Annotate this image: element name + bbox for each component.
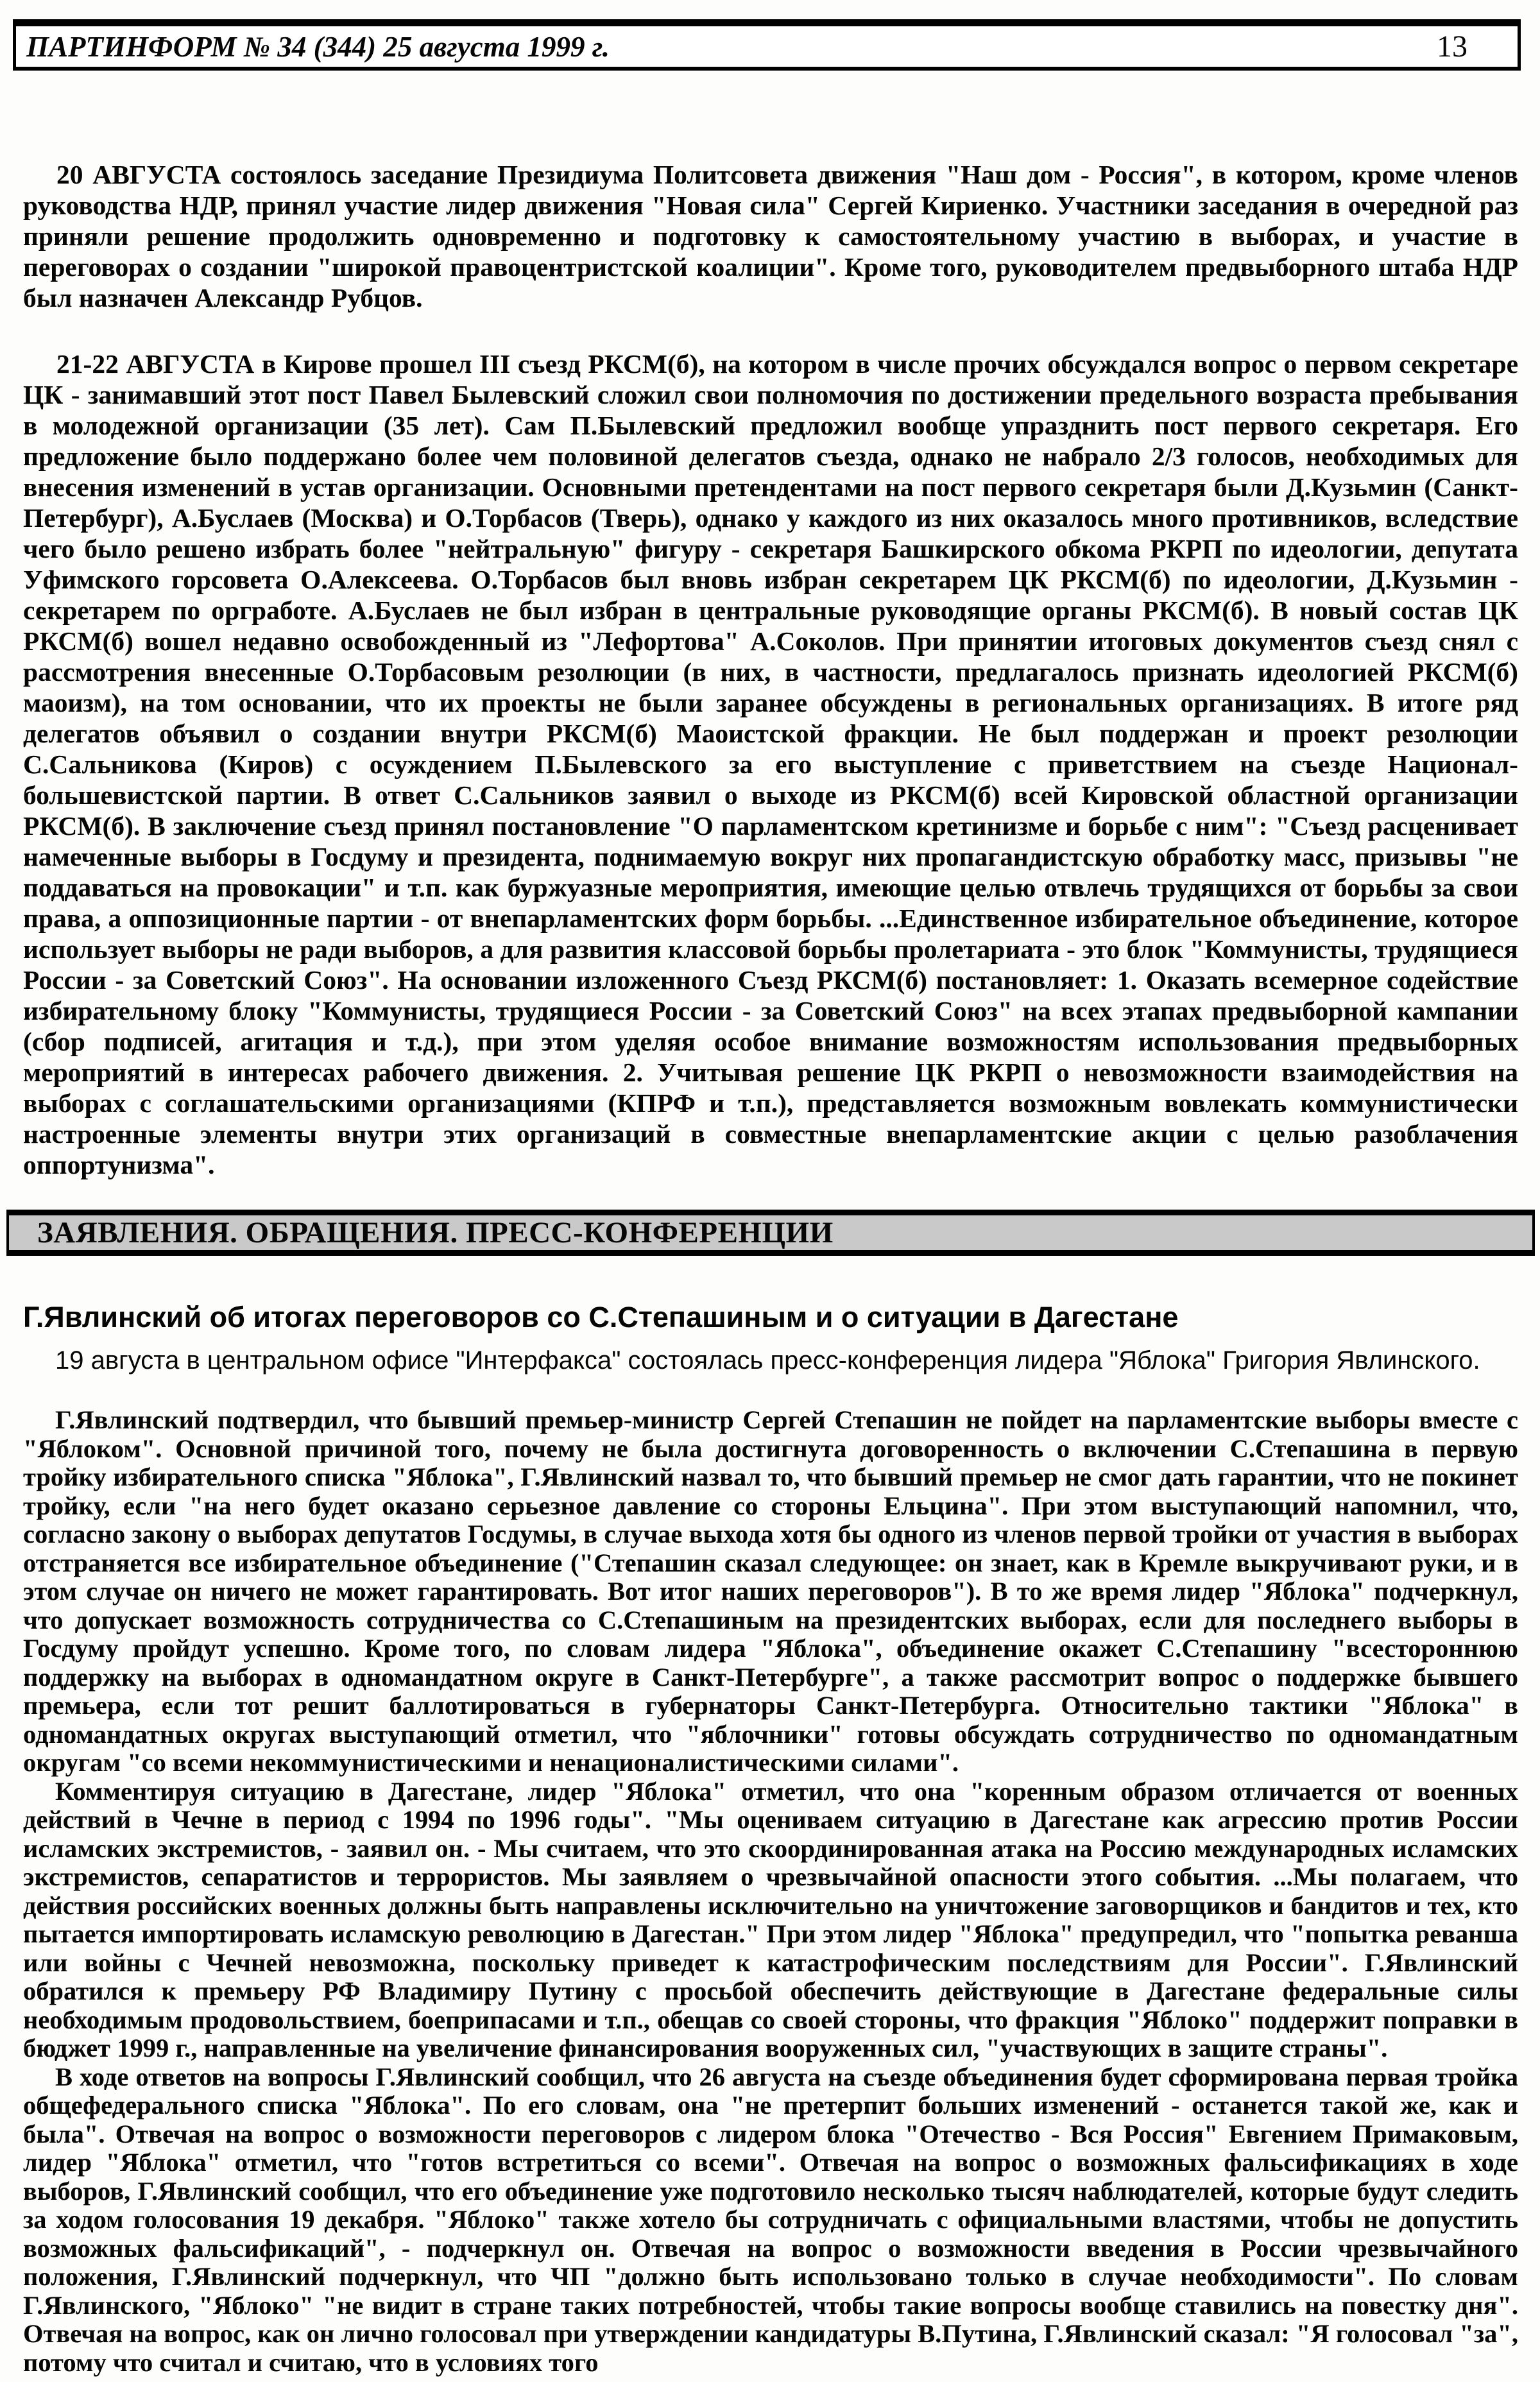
article-paragraph-stepashin: Г.Явлинский подтвердил, что бывший премьер-министр Сергей Степашин не пойдет на парламентские выборы вместе с "Яблоком". Основной причиной того, почему не была достигнута договоренность о включении С.Степашина в первую тройку избирательного списка "Яблока", Г.Явлинский назвал то, что бывший премьер не смог дать гарантии, что не покинет тройку, если "на него будет оказано серьезное давление со стороны Ельцина". При этом выступающий напомнил, что, согласно закону о выборах депутатов Госдумы, в случае выхода хотя бы одного из членов первой тройки от участия в выборах отстраняется все избирательное объединение ("Степашин сказал следующее: он знает, как в Кремле выкручивают руки, и в этом случае он ничего не может гарантировать. Вот итог наших переговоров"). В то же время лидер "Яблока" подчеркнул, что допускает возможность сотрудничества со С.Степашиным на президентских выборах, если для последнего выборы в Госдуму пройдут успешно. Кроме того, по словам лидера "Яблока", объединение окажет С.Степашину "всестороннюю поддержку на выборах в одномандатном округе в Санкт-Петербурге", а также рассмотрит вопрос о поддержке бывшего премьера, если тот решит баллотироваться в губернаторы Санкт-Петербурга. Относительно тактики "Яблока" в одномандатных округах выступающий отметил, что "яблочники" готовы обсуждать сотрудничество по одномандатным округам "со всеми некоммунистическими и ненационалистическими силами". <box>23 1405 1518 1777</box>
newsletter-title: ПАРТИНФОРМ № 34 (344) 25 августа 1999 г. <box>26 30 610 63</box>
news-paragraph-20-august: 20 АВГУСТА состоялось заседание Президиума Политсовета движения "Наш дом - Россия", в котором, кроме членов руководства НДР, принял участие лидер движения "Новая сила" Сергей Кириенко. Участники заседания в очередной раз приняли решение продолжить одновременно и подготовку к самостоятельному участию в выборах, и участие в переговорах о создании "широкой правоцентристской коалиции". Кроме того, руководителем предвыборного штаба НДР был назначен Александр Рубцов. <box>23 160 1518 313</box>
article-paragraph-questions: В ходе ответов на вопросы Г.Явлинский сообщил, что 26 августа на съезде объединения будет сформирована первая тройка общефедерального списка "Яблока". По его словам, она "не претерпит больших изменений - останется такой же, как и была". Отвечая на вопрос о возможности переговоров с лидером блока "Отечество - Вся Россия" Евгением Примаковым, лидер "Яблока" отметил, что "готов встретиться со всеми". Отвечая на вопрос о возможных фальсификациях в ходе выборов, Г.Явлинский сообщил, что его объединение уже подготовило несколько тысяч наблюдателей, которые будут следить за ходом голосования 19 декабря. "Яблоко" также хотело бы сотрудничать с официальными властями, чтобы не допустить возможных фальсификаций", - подчеркнул он. Отвечая на вопрос о возможности введения в России чрезвычайного положения, Г.Явлинский подчеркнул, что ЧП "должно быть использовано только в случае необходимости". По словам Г.Явлинского, "Яблоко" "не видит в стране таких потребностей, чтобы такие вопросы вообще ставились на повестку дня". Отвечая на вопрос, как он лично голосовал при утверждении кандидатуры В.Путина, Г.Явлинский сказал: "Я голосовал "за", потому что считал и считаю, что в условиях того <box>23 2062 1518 2377</box>
news-block <box>23 159 1518 1180</box>
article-lead: 19 августа в центральном офисе "Интерфакса" состоялась пресс-конференция лидера "Яблока" Григория Явлинского. <box>55 1346 1480 1375</box>
page-number: 13 <box>1437 30 1467 64</box>
section-heading-bar <box>6 1210 1535 1256</box>
article-title: Г.Явлинский об итогах переговоров со С.Степашиным и о ситуации в Дагестане <box>23 1301 1179 1333</box>
section-heading: ЗАЯВЛЕНИЯ. ОБРАЩЕНИЯ. ПРЕСС-КОНФЕРЕНЦИИ <box>37 1216 834 1249</box>
article-body <box>23 1406 1518 2377</box>
news-paragraph-21-22-august: 21-22 АВГУСТА в Кирове прошел III съезд РКСМ(б), на котором в числе прочих обсуждался вопрос о первом секретаре ЦК - занимавший этот пост Павел Былевский сложил свои полномочия по достижении предельного возраста пребывания в молодежной организации (35 лет). Сам П.Былевский предложил вообще упразднить пост первого секретаря. Его предложение было поддержано более чем половиной делегатов съезда, однако не набрало 2/3 голосов, необходимых для внесения изменений в устав организации. Основными претендентами на пост первого секретаря были Д.Кузьмин (Санкт-Петербург), А.Буслаев (Москва) и О.Торбасов (Тверь), однако у каждого из них оказалось много противников, вследствие чего было решено избрать более "нейтральную" фигуру - секретаря Башкирского обкома РКРП по идеологии, депутата Уфимского горсовета О.Алексеева. О.Торбасов был вновь избран секретарем ЦК РКСМ(б) по идеологии, Д.Кузьмин - секретарем по оргработе. А.Буслаев не был избран в центральные руководящие органы РКСМ(б). В новый состав ЦК РКСМ(б) вошел недавно освобожденный из "Лефортова" А.Соколов. При принятии итоговых документов съезд снял с рассмотрения внесенные О.Торбасовым резолюции (в них, в частности, предлагалось признать идеологией РКСМ(б) маоизм), на том основании, что их проекты не были заранее обсуждены в региональных организациях. В итоге ряд делегатов объявил о создании внутри РКСМ(б) Маоистской фракции. Не был поддержан и проект резолюции С.Сальникова (Киров) с осуждением П.Былевского за его выступление с приветствием на съезде Национал-большевистской партии. В ответ С.Сальников заявил о выходе из РКСМ(б) всей Кировской областной организации РКСМ(б). В заключение съезд принял постановление "О парламентском кретинизме и борьбе с ним": "Съезд расценивает намеченные выборы в Госдуму и президента, поднимаемую вокруг них пропагандистскую обработку масс, призывы "не поддаваться на провокации" и т.п. как буржуазные мероприятия, имеющие целью отвлечь трудящихся от борьбы за свои права, а оппозиционные партии - от внепарламентских форм борьбы. ...Единственное избирательное объединение, которое использует выборы не ради выборов, а для развития классовой борьбы пролетариата - это блок "Коммунисты, трудящиеся России - за Советский Союз". На основании изложенного Съезд РКСМ(б) постановляет: 1. Оказать всемерное содействие избирательному блоку "Коммунисты, трудящиеся России - за Советский Союз" на всех этапах предвыборной кампании (сбор подписей, агитация и т.д.), при этом уделяя особое внимание возможностям использования предвыборных мероприятий в интересах рабочего движения. 2. Учитывая решение ЦК РКРП о невозможности взаимодействия на выборах с соглашательскими организациями (КПРФ и т.п.), представляется возможным вовлекать коммунистически настроенные элементы внутри этих организаций в совместные внепарламентские акции с целью разоблачения оппортунизма". <box>23 349 1518 1179</box>
page-content <box>23 159 1518 2377</box>
article-paragraph-dagestan: Комментируя ситуацию в Дагестане, лидер "Яблока" отметил, что она "коренным образом отличается от военных действий в Чечне в период с 1994 по 1996 годы". "Мы оцениваем ситуацию в Дагестане как агрессию против России исламских экстремистов, - заявил он. - Мы считаем, что это скоординированная атака на Россию международных исламских экстремистов, сепаратистов и террористов. Мы заявляем о чрезвычайной опасности этого события. ...Мы полагаем, что действия российских военных должны быть направлены исключительно на уничтожение заговорщиков и бандитов и тех, кто пытается импортировать исламскую революцию в Дагестан." При этом лидер "Яблока" предупредил, что "попытка реванша или войны с Чечней невозможна, поскольку приведет к катастрофическим последствиям для России". Г.Явлинский обратился к премьеру РФ Владимиру Путину с просьбой обеспечить действующие в Дагестане федеральные силы необходимым продовольствием, боеприпасами и т.п., обещав со своей стороны, что фракция "Яблоко" поддержит поправки в бюджет 1999 г., направленные на увеличение финансирования вооруженных сил, "участвующих в защите страны". <box>23 1776 1518 2062</box>
page-header <box>13 19 1521 71</box>
